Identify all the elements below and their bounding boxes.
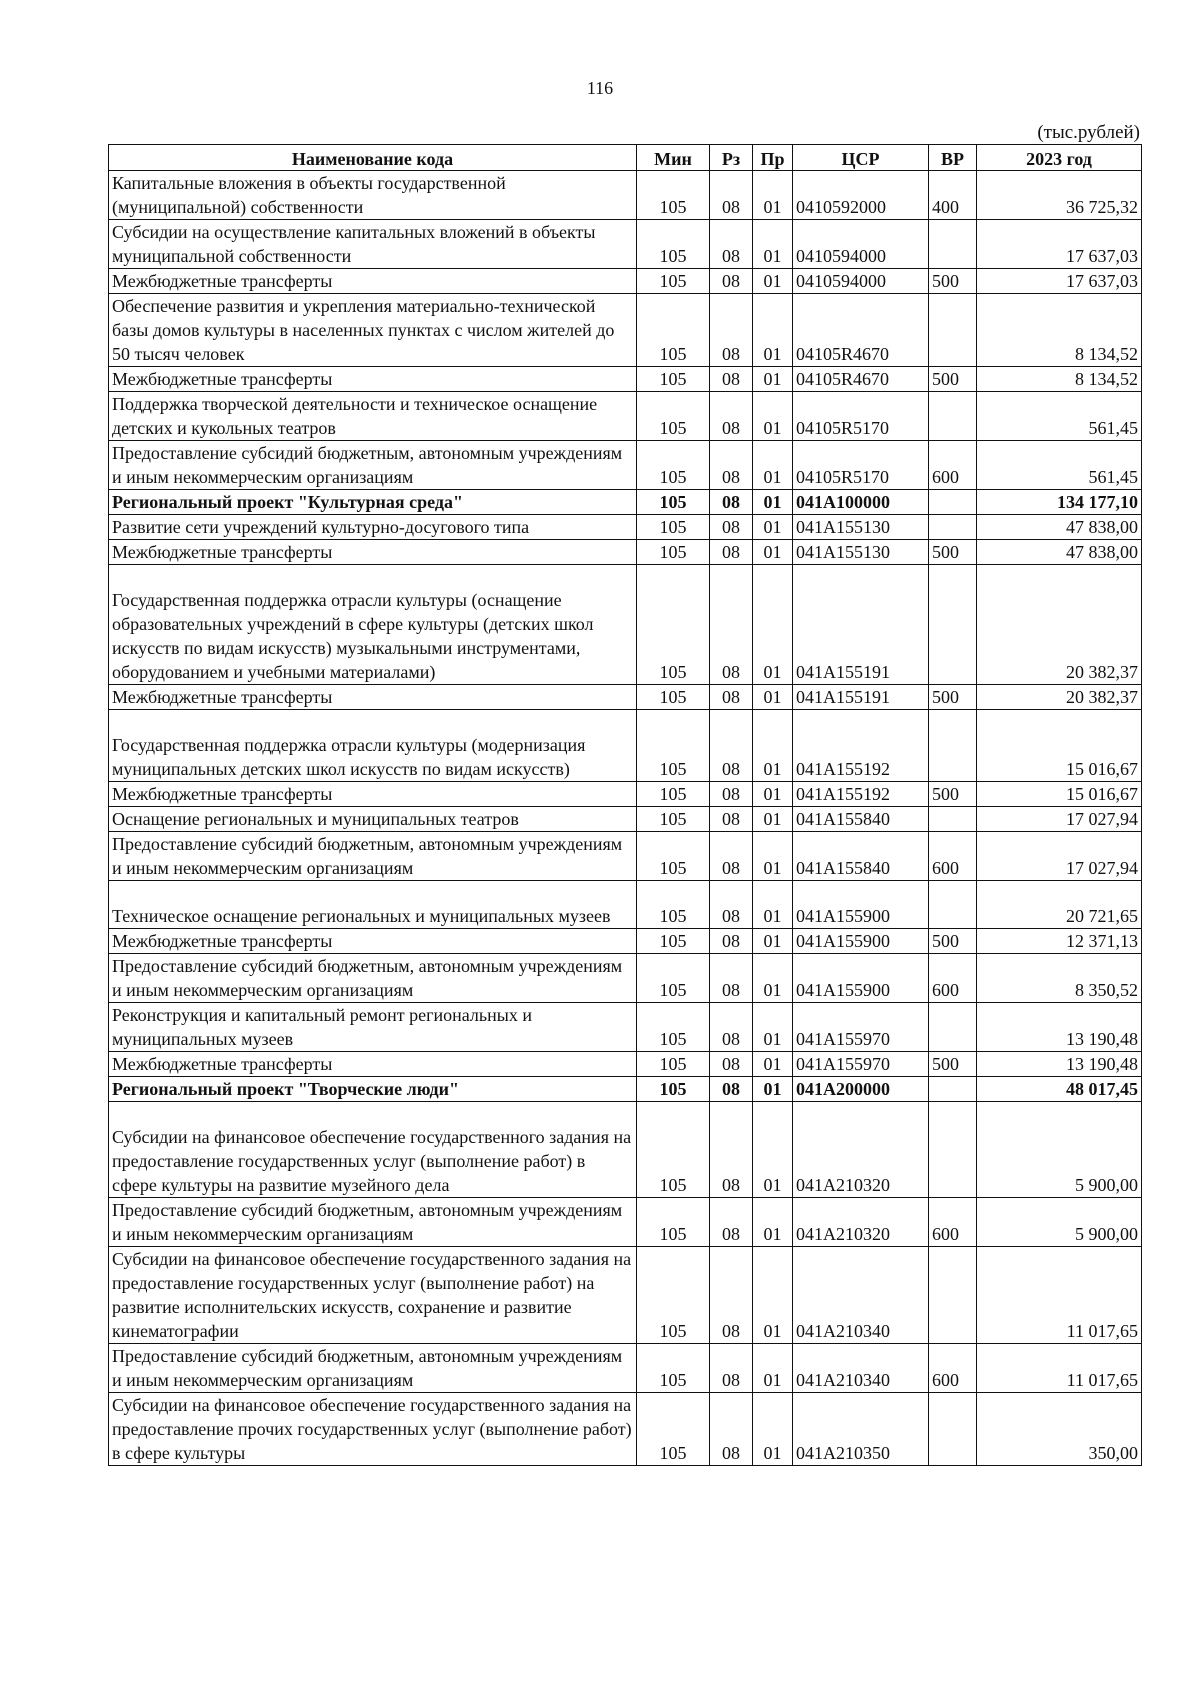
cell-vr: 400 [929, 171, 977, 220]
cell-min: 105 [637, 1102, 710, 1198]
cell-pr: 01 [753, 490, 793, 515]
cell-rz: 08 [710, 782, 753, 807]
cell-pr: 01 [753, 441, 793, 490]
cell-min: 105 [637, 685, 710, 710]
cell-rz: 08 [710, 832, 753, 881]
cell-name: Предоставление субсидий бюджетным, автономным учреждениям и иным некоммерческим организациям [109, 832, 637, 881]
cell-name: Предоставление субсидий бюджетным, автономным учреждениям и иным некоммерческим организациям [109, 1198, 637, 1247]
cell-min: 105 [637, 1198, 710, 1247]
cell-csr: 041A155840 [793, 832, 929, 881]
cell-vr [929, 392, 977, 441]
cell-name: Межбюджетные трансферты [109, 685, 637, 710]
cell-rz: 08 [710, 171, 753, 220]
cell-rz: 08 [710, 929, 753, 954]
page-number: 116 [586, 78, 614, 98]
cell-name: Государственная поддержка отрасли культуры (модернизация муниципальных детских школ искусств по видам искусств) [109, 710, 637, 782]
cell-rz: 08 [710, 1077, 753, 1102]
cell-rz: 08 [710, 1102, 753, 1198]
cell-min: 105 [637, 367, 710, 392]
cell-rz: 08 [710, 269, 753, 294]
cell-pr: 01 [753, 1003, 793, 1052]
cell-rz: 08 [710, 1344, 753, 1393]
table-header [109, 145, 1142, 171]
cell-vr [929, 710, 977, 782]
cell-min: 105 [637, 832, 710, 881]
cell-csr: 041A100000 [793, 490, 929, 515]
cell-min: 105 [637, 782, 710, 807]
cell-name: Межбюджетные трансферты [109, 540, 637, 565]
cell-name: Субсидии на осуществление капитальных вложений в объекты муниципальной собственности [109, 220, 637, 269]
table-row [109, 1198, 1142, 1247]
cell-sum: 15 016,67 [977, 710, 1142, 782]
cell-min: 105 [637, 807, 710, 832]
cell-rz: 08 [710, 1393, 753, 1466]
cell-min: 105 [637, 171, 710, 220]
cell-name: Межбюджетные трансферты [109, 367, 637, 392]
cell-pr: 01 [753, 515, 793, 540]
cell-sum: 17 027,94 [977, 832, 1142, 881]
cell-csr: 0410594000 [793, 269, 929, 294]
cell-min: 105 [637, 540, 710, 565]
cell-rz: 08 [710, 807, 753, 832]
cell-rz: 08 [710, 881, 753, 929]
cell-pr: 01 [753, 954, 793, 1003]
cell-pr: 01 [753, 929, 793, 954]
cell-rz: 08 [710, 685, 753, 710]
cell-min: 105 [637, 1077, 710, 1102]
cell-min: 105 [637, 1344, 710, 1393]
cell-rz: 08 [710, 1052, 753, 1077]
cell-vr [929, 220, 977, 269]
cell-min: 105 [637, 1393, 710, 1466]
cell-vr [929, 565, 977, 685]
cell-vr [929, 1102, 977, 1198]
cell-name: Обеспечение развития и укрепления материально-технической базы домов культуры в населенных пунктах с числом жителей до 50 тысяч человек [109, 294, 637, 367]
cell-csr: 041A155970 [793, 1052, 929, 1077]
cell-csr: 041A155192 [793, 710, 929, 782]
cell-sum: 47 838,00 [977, 540, 1142, 565]
cell-name: Капитальные вложения в объекты государственной (муниципальной) собственности [109, 171, 637, 220]
cell-min: 105 [637, 881, 710, 929]
cell-sum: 11 017,65 [977, 1344, 1142, 1393]
table-row [109, 782, 1142, 807]
table-row [109, 1344, 1142, 1393]
cell-vr: 600 [929, 1198, 977, 1247]
cell-pr: 01 [753, 220, 793, 269]
cell-pr: 01 [753, 807, 793, 832]
cell-min: 105 [637, 441, 710, 490]
cell-vr [929, 1077, 977, 1102]
cell-vr: 500 [929, 367, 977, 392]
cell-min: 105 [637, 710, 710, 782]
cell-min: 105 [637, 954, 710, 1003]
cell-rz: 08 [710, 490, 753, 515]
cell-csr: 041A155192 [793, 782, 929, 807]
cell-vr [929, 807, 977, 832]
cell-vr: 500 [929, 782, 977, 807]
cell-sum: 8 350,52 [977, 954, 1142, 1003]
cell-sum: 11 017,65 [977, 1247, 1142, 1344]
cell-csr: 041A200000 [793, 1077, 929, 1102]
cell-name: Региональный проект "Творческие люди" [109, 1077, 637, 1102]
cell-vr: 500 [929, 269, 977, 294]
cell-csr: 041A155191 [793, 565, 929, 685]
cell-name: Развитие сети учреждений культурно-досугового типа [109, 515, 637, 540]
table-body [109, 171, 1142, 1466]
cell-min: 105 [637, 294, 710, 367]
table-row [109, 1003, 1142, 1052]
table-row [109, 832, 1142, 881]
cell-min: 105 [637, 1052, 710, 1077]
cell-rz: 08 [710, 392, 753, 441]
cell-sum: 134 177,10 [977, 490, 1142, 515]
cell-min: 105 [637, 392, 710, 441]
cell-name: Межбюджетные трансферты [109, 929, 637, 954]
cell-min: 105 [637, 1003, 710, 1052]
cell-name: Субсидии на финансовое обеспечение государственного задания на предоставление государственных услуг (выполнение работ) в сфере культуры на развитие музейного дела [109, 1102, 637, 1198]
cell-name: Предоставление субсидий бюджетным, автономным учреждениям и иным некоммерческим организациям [109, 441, 637, 490]
cell-csr: 04105R5170 [793, 441, 929, 490]
cell-sum: 350,00 [977, 1393, 1142, 1466]
budget-table [108, 144, 1142, 1466]
cell-pr: 01 [753, 392, 793, 441]
cell-name: Субсидии на финансовое обеспечение государственного задания на предоставление государственных услуг (выполнение работ) на развитие исполнительских искусств, сохранение и развитие кинематографии [109, 1247, 637, 1344]
cell-csr: 041A155900 [793, 929, 929, 954]
cell-vr: 500 [929, 1052, 977, 1077]
cell-name: Реконструкция и капитальный ремонт региональных и муниципальных музеев [109, 1003, 637, 1052]
cell-sum: 8 134,52 [977, 367, 1142, 392]
cell-rz: 08 [710, 954, 753, 1003]
cell-name: Межбюджетные трансферты [109, 1052, 637, 1077]
cell-csr: 0410592000 [793, 171, 929, 220]
cell-sum: 12 371,13 [977, 929, 1142, 954]
cell-sum: 17 637,03 [977, 220, 1142, 269]
cell-vr [929, 294, 977, 367]
cell-pr: 01 [753, 294, 793, 367]
cell-pr: 01 [753, 269, 793, 294]
cell-vr [929, 490, 977, 515]
cell-sum: 47 838,00 [977, 515, 1142, 540]
cell-pr: 01 [753, 881, 793, 929]
cell-rz: 08 [710, 441, 753, 490]
cell-name: Межбюджетные трансферты [109, 269, 637, 294]
cell-rz: 08 [710, 565, 753, 685]
cell-min: 105 [637, 929, 710, 954]
cell-csr: 041A210350 [793, 1393, 929, 1466]
cell-name: Техническое оснащение региональных и муниципальных музеев [109, 881, 637, 929]
cell-name: Предоставление субсидий бюджетным, автономным учреждениям и иным некоммерческим организациям [109, 1344, 637, 1393]
cell-pr: 01 [753, 171, 793, 220]
cell-min: 105 [637, 490, 710, 515]
cell-sum: 17 027,94 [977, 807, 1142, 832]
cell-rz: 08 [710, 367, 753, 392]
cell-csr: 041A155130 [793, 515, 929, 540]
cell-rz: 08 [710, 1198, 753, 1247]
cell-vr [929, 1003, 977, 1052]
cell-sum: 13 190,48 [977, 1052, 1142, 1077]
cell-name: Оснащение региональных и муниципальных театров [109, 807, 637, 832]
cell-vr [929, 1247, 977, 1344]
cell-sum: 13 190,48 [977, 1003, 1142, 1052]
header-rz: Рз [710, 145, 753, 171]
cell-csr: 041A155840 [793, 807, 929, 832]
table-row [109, 1247, 1142, 1344]
cell-vr [929, 881, 977, 929]
cell-vr [929, 515, 977, 540]
cell-vr: 600 [929, 1344, 977, 1393]
cell-name: Региональный проект "Культурная среда" [109, 490, 637, 515]
cell-min: 105 [637, 269, 710, 294]
cell-csr: 041A155130 [793, 540, 929, 565]
cell-csr: 041A210340 [793, 1344, 929, 1393]
cell-rz: 08 [710, 710, 753, 782]
table-row [109, 710, 1142, 782]
cell-pr: 01 [753, 565, 793, 685]
cell-name: Предоставление субсидий бюджетным, автономным учреждениям и иным некоммерческим организациям [109, 954, 637, 1003]
cell-min: 105 [637, 565, 710, 685]
cell-rz: 08 [710, 1247, 753, 1344]
table-row [109, 441, 1142, 490]
table-row [109, 929, 1142, 954]
cell-pr: 01 [753, 832, 793, 881]
cell-sum: 5 900,00 [977, 1198, 1142, 1247]
cell-sum: 561,45 [977, 392, 1142, 441]
cell-name: Субсидии на финансовое обеспечение государственного задания на предоставление прочих государственных услуг (выполнение работ) в сфере культуры [109, 1393, 637, 1466]
cell-csr: 0410594000 [793, 220, 929, 269]
cell-pr: 01 [753, 685, 793, 710]
table-row [109, 1393, 1142, 1466]
cell-name: Межбюджетные трансферты [109, 782, 637, 807]
cell-sum: 561,45 [977, 441, 1142, 490]
cell-rz: 08 [710, 220, 753, 269]
cell-pr: 01 [753, 1198, 793, 1247]
cell-sum: 48 017,45 [977, 1077, 1142, 1102]
cell-sum: 20 382,37 [977, 685, 1142, 710]
cell-sum: 15 016,67 [977, 782, 1142, 807]
cell-csr: 041A210320 [793, 1102, 929, 1198]
cell-csr: 041A210340 [793, 1247, 929, 1344]
table-row [109, 171, 1142, 220]
header-sum: 2023 год [977, 145, 1142, 171]
cell-vr: 600 [929, 954, 977, 1003]
cell-min: 105 [637, 220, 710, 269]
cell-pr: 01 [753, 1247, 793, 1344]
cell-csr: 04105R4670 [793, 294, 929, 367]
cell-csr: 041A155191 [793, 685, 929, 710]
table-row [109, 392, 1142, 441]
cell-min: 105 [637, 515, 710, 540]
cell-pr: 01 [753, 710, 793, 782]
cell-pr: 01 [753, 1052, 793, 1077]
header-pr: Пр [753, 145, 793, 171]
table-row [109, 685, 1142, 710]
cell-sum: 5 900,00 [977, 1102, 1142, 1198]
cell-name: Поддержка творческой деятельности и техническое оснащение детских и кукольных театров [109, 392, 637, 441]
cell-pr: 01 [753, 367, 793, 392]
header-name: Наименование кода [109, 145, 637, 171]
cell-csr: 041A210320 [793, 1198, 929, 1247]
table-row [109, 1052, 1142, 1077]
cell-csr: 04105R4670 [793, 367, 929, 392]
table-row [109, 881, 1142, 929]
table-row [109, 565, 1142, 685]
cell-pr: 01 [753, 1102, 793, 1198]
table-row [109, 294, 1142, 367]
cell-sum: 36 725,32 [977, 171, 1142, 220]
cell-pr: 01 [753, 1393, 793, 1466]
cell-csr: 041A155900 [793, 881, 929, 929]
cell-rz: 08 [710, 294, 753, 367]
cell-vr: 600 [929, 832, 977, 881]
cell-vr: 600 [929, 441, 977, 490]
table-row [109, 1102, 1142, 1198]
cell-vr [929, 1393, 977, 1466]
units-label: (тыс.рублей) [1037, 122, 1140, 143]
cell-pr: 01 [753, 782, 793, 807]
cell-rz: 08 [710, 1003, 753, 1052]
cell-csr: 041A155900 [793, 954, 929, 1003]
cell-csr: 04105R5170 [793, 392, 929, 441]
cell-sum: 20 721,65 [977, 881, 1142, 929]
cell-vr: 500 [929, 685, 977, 710]
cell-vr: 500 [929, 540, 977, 565]
table-row [109, 515, 1142, 540]
cell-sum: 20 382,37 [977, 565, 1142, 685]
table-row [109, 269, 1142, 294]
cell-sum: 17 637,03 [977, 269, 1142, 294]
header-min: Мин [637, 145, 710, 171]
cell-rz: 08 [710, 540, 753, 565]
cell-rz: 08 [710, 515, 753, 540]
table-row [109, 954, 1142, 1003]
cell-csr: 041A155970 [793, 1003, 929, 1052]
table-row [109, 807, 1142, 832]
cell-pr: 01 [753, 1077, 793, 1102]
cell-vr: 500 [929, 929, 977, 954]
cell-pr: 01 [753, 540, 793, 565]
cell-pr: 01 [753, 1344, 793, 1393]
cell-min: 105 [637, 1247, 710, 1344]
header-vr: ВР [929, 145, 977, 171]
table-row [109, 490, 1142, 515]
table-row [109, 220, 1142, 269]
header-csr: ЦСР [793, 145, 929, 171]
cell-sum: 8 134,52 [977, 294, 1142, 367]
table-row [109, 540, 1142, 565]
table-row [109, 1077, 1142, 1102]
cell-name: Государственная поддержка отрасли культуры (оснащение образовательных учреждений в сфере культуры (детских школ искусств по видам искусств) музыкальными инструментами, оборудованием и учебными материалами) [109, 565, 637, 685]
table-row [109, 367, 1142, 392]
